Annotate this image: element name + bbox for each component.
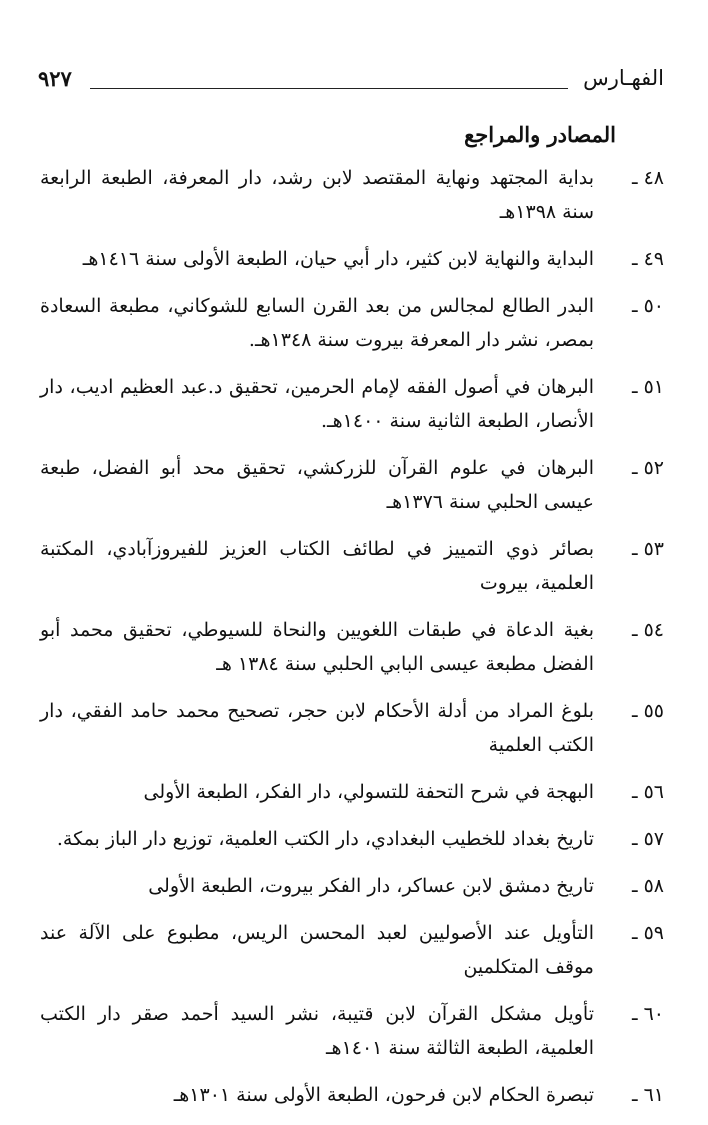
entry-text: تبصرة الحكام لابن فرحون، الطبعة الأولى سنة ١٣٠١هـ: [173, 1084, 594, 1106]
page-number: ٩٢٧: [38, 66, 72, 91]
list-item: [40, 1078, 664, 1112]
entry-text: البرهان في علوم القرآن للزركشي، تحقيق محد أبو الفضل، طبعة عيسى الحلبي سنة ١٣٧٦هـ: [40, 457, 594, 513]
entry-text: تاريخ بغداد للخطيب البغدادي، دار الكتب العلمية، توزيع دار الباز بمكة.: [56, 828, 594, 850]
entry-text: البهجة في شرح التحفة للتسولي، دار الفكر، الطبعة الأولى: [143, 781, 594, 803]
entry-number: ٥١ ـ: [631, 376, 664, 398]
header-rule: [90, 88, 568, 89]
entry-number: ٥٨ ـ: [631, 875, 664, 897]
entry-text: تأويل مشكل القرآن لابن قتيبة، نشر السيد أحمد صقر دار الكتب العلمية، الطبعة الثالثة سنة ١٤٠١هـ: [40, 1003, 594, 1059]
entry-number: ٥٤ ـ: [631, 619, 664, 641]
entry-text: بغية الدعاة في طبقات اللغويين والنحاة للسيوطي، تحقيق محمد أبو الفضل مطبعة عيسى البابي الحلبي سنة ١٣٨٤ هـ: [40, 619, 594, 675]
list-item: [40, 289, 664, 357]
entry-number: ٥٦ ـ: [631, 781, 664, 803]
entry-number: ٥٩ ـ: [631, 922, 664, 944]
entry-number: ٦١ ـ: [631, 1084, 664, 1106]
entry-text: بلوغ المراد من أدلة الأحكام لابن حجر، تصحيح محمد حامد الفقي، دار الكتب العلمية: [40, 700, 594, 756]
list-item: [40, 694, 664, 762]
entry-text: بصائر ذوي التمييز في لطائف الكتاب العزيز للفيروزآبادي، المكتبة العلمية، بيروت: [40, 538, 594, 594]
entry-number: ٤٩ ـ: [631, 248, 664, 270]
entry-number: ٤٨ ـ: [631, 167, 664, 189]
entry-number: ٥٧ ـ: [631, 828, 664, 850]
entry-text: البرهان في أصول الفقه لإمام الحرمين، تحقيق د.عبد العظيم اديب، دار الأنصار، الطبعة الثانية سنة ١٤٠٠هـ.: [40, 376, 594, 432]
section-heading: المصادر والمراجع: [464, 122, 616, 147]
entry-number: ٦٠ ـ: [631, 1003, 664, 1025]
list-item: [40, 613, 664, 681]
list-item: [40, 370, 664, 438]
entry-text: بداية المجتهد ونهاية المقتصد لابن رشد، دار المعرفة، الطبعة الرابعة سنة ١٣٩٨هـ: [40, 167, 594, 223]
entry-text: البداية والنهاية لابن كثير، دار أبي حيان، الطبعة الأولى سنة ١٤١٦هـ: [82, 248, 594, 270]
list-item: [40, 775, 664, 809]
reference-list: [40, 161, 664, 1125]
list-item: [40, 916, 664, 984]
list-item: [40, 242, 664, 276]
entry-text: التأويل عند الأصوليين لعبد المحسن الريس، مطبوع على الآلة عند موقف المتكلمين: [40, 922, 594, 978]
list-item: [40, 997, 664, 1065]
entry-text: تاريخ دمشق لابن عساكر، دار الفكر بيروت، الطبعة الأولى: [148, 875, 594, 897]
list-item: [40, 451, 664, 519]
list-item: [40, 532, 664, 600]
header-title: الفهـارس: [583, 66, 664, 90]
entry-number: ٥٢ ـ: [631, 457, 664, 479]
list-item: [40, 869, 664, 903]
entry-number: ٥٣ ـ: [631, 538, 664, 560]
entry-text: البدر الطالع لمجالس من بعد القرن السابع للشوكاني، مطبعة السعادة بمصر، نشر دار المعرفة بيروت سنة ١٣٤٨هـ.: [40, 295, 594, 351]
entry-number: ٥٠ ـ: [631, 295, 664, 317]
list-item: [40, 161, 664, 229]
entry-number: ٥٥ ـ: [631, 700, 664, 722]
list-item: [40, 822, 664, 856]
running-header: [38, 66, 664, 98]
